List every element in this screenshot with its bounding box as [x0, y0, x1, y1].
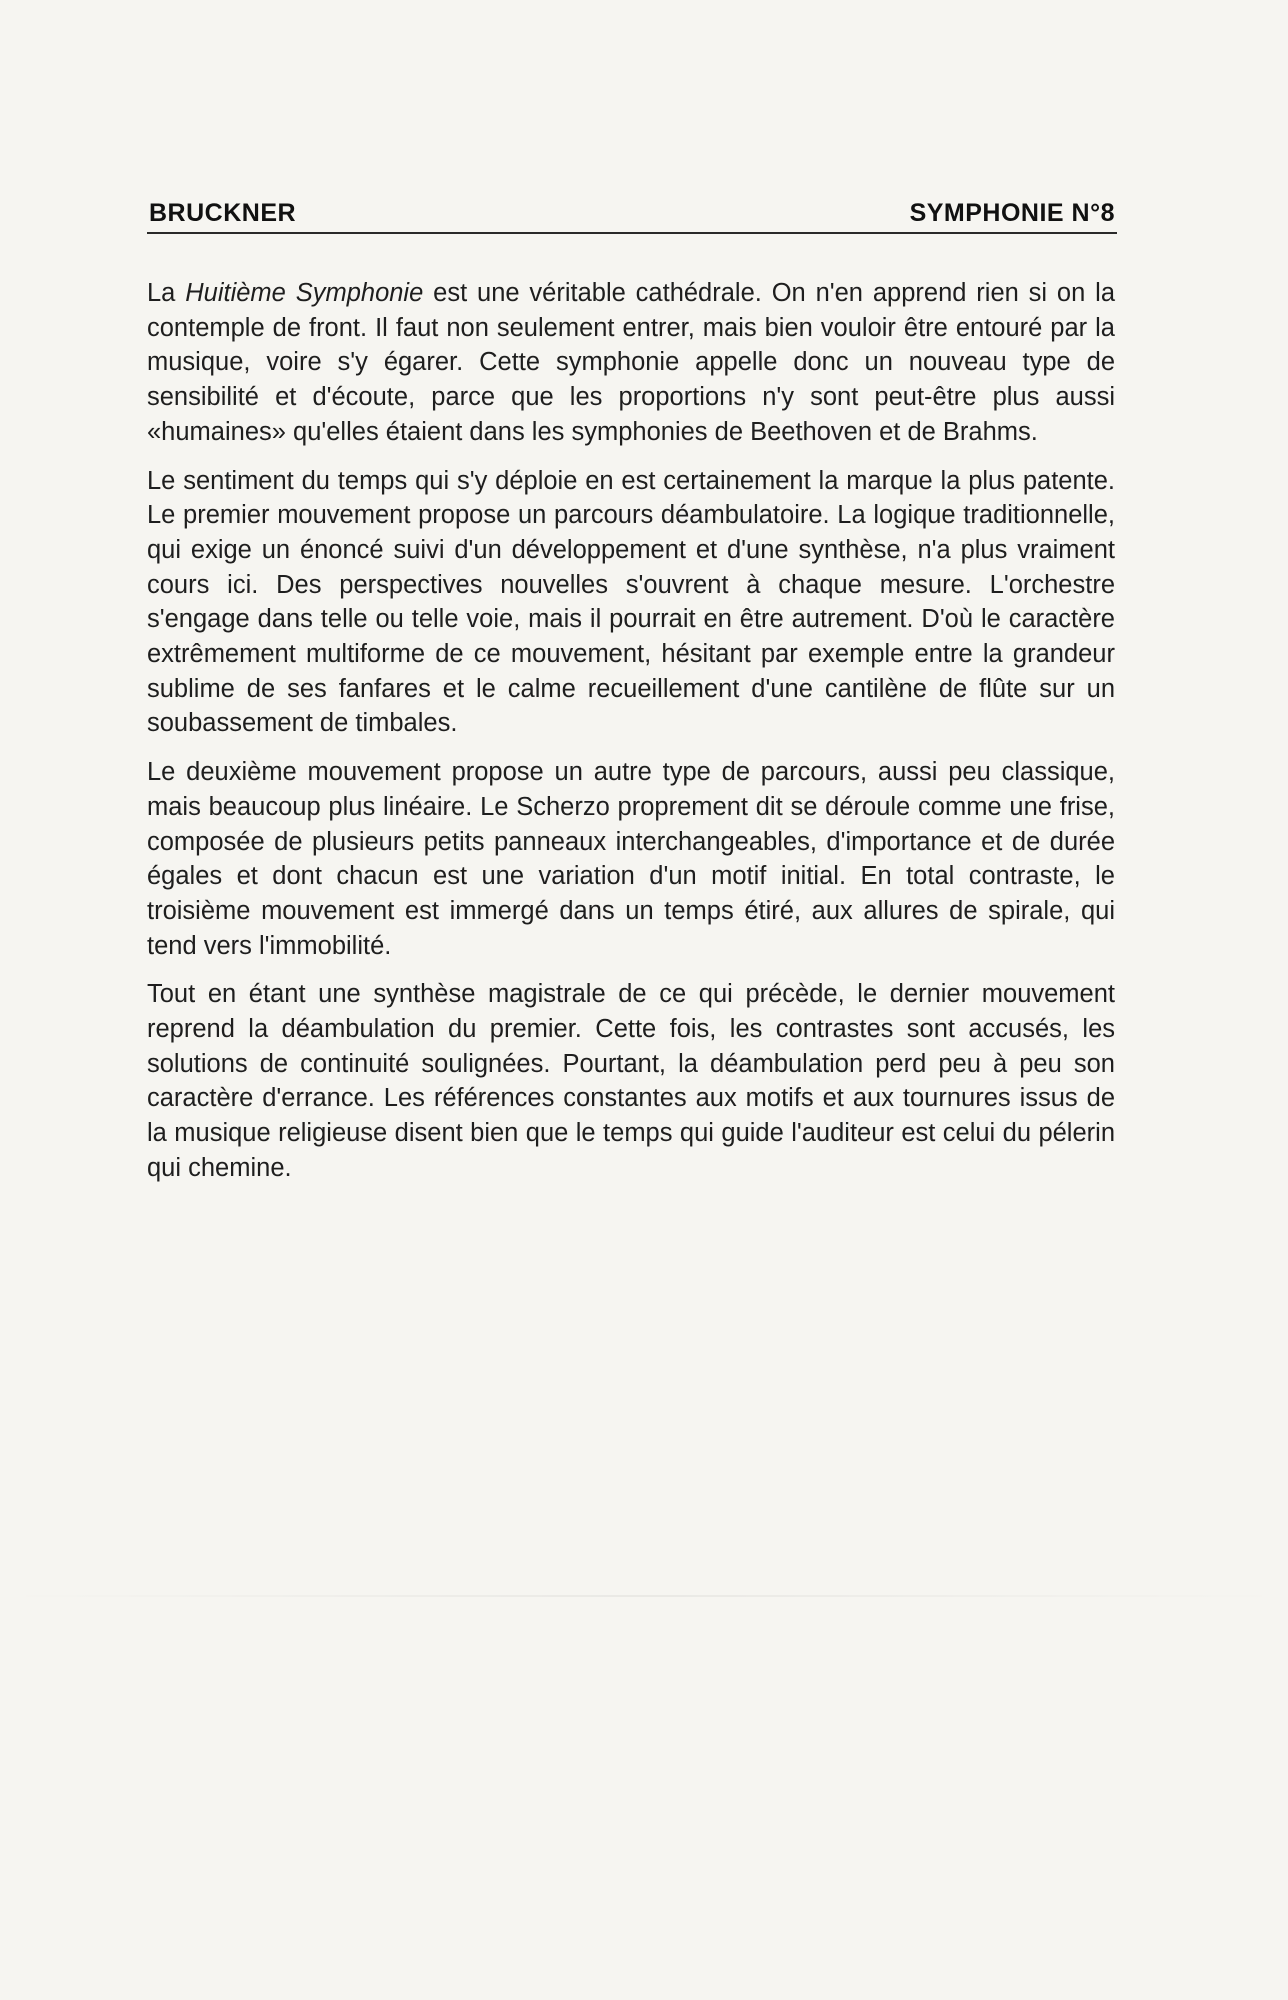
composer-name: BRUCKNER	[149, 199, 297, 227]
body-text	[147, 276, 1115, 1200]
page-header	[147, 196, 1117, 234]
paragraph-3: Le deuxième mouvement propose un autre type de parcours, aussi peu classique, mais beaucoup plus linéaire. Le Scherzo proprement dit se déroule comme une frise, composée de plusieurs petits panneaux interchangeables, d'importance et de durée égales et dont chacun est une variation d'un motif initial. En total contraste, le troisième mouvement est immergé dans un temps étiré, aux allures de spirale, qui tend vers l'immobilité.	[147, 758, 1115, 960]
paragraph-1-italic-title: Huitième Symphonie	[185, 279, 424, 307]
work-title: SYMPHONIE N°8	[909, 199, 1115, 227]
paragraph-1-rest: est une véritable cathédrale. On n'en apprend rien si on la contemple de front. Il faut non seulement entrer, mais bien vouloir être entouré par la musique, voire s'y égarer. Cette symphonie appelle donc un nouveau type de sensibilité et d'écoute, parce que les proportions n'y sont peut-être plus aussi «humaines» qu'elles étaient dans les symphonies de Beethoven et de Brahms.	[147, 279, 1116, 446]
paragraph-4: Tout en étant une synthèse magistrale de ce qui précède, le dernier mouvement reprend la déambulation du premier. Cette fois, les contrastes sont accusés, les solutions de continuité soulignées. Pourtant, la déambulation perd peu à peu son caractère d'errance. Les références constantes aux motifs et aux tournures issus de la musique religieuse disent bien que le temps qui guide l'auditeur est celui du pélerin qui chemine.	[147, 980, 1115, 1182]
paragraph-1	[147, 276, 1115, 450]
paragraph-2: Le sentiment du temps qui s'y déploie en est certainement la marque la plus patente. Le premier mouvement propose un parcours déambulatoire. La logique traditionnelle, qui exige un énoncé suivi d'un développement et d'une synthèse, n'a plus vraiment cours ici. Des perspectives nouvelles s'ouvrent à chaque mesure. L'orchestre s'engage dans telle ou telle voie, mais il pourrait en être autrement. D'où le caractère extrêmement multiforme de ce mouvement, hésitant par exemple entre la grandeur sublime de ses fanfares et le calme recueillement d'une cantilène de flûte sur un soubassement de timbales.	[147, 466, 1115, 738]
paragraph-1-lead: La	[147, 279, 186, 307]
page-fold-line	[0, 1595, 1288, 1597]
